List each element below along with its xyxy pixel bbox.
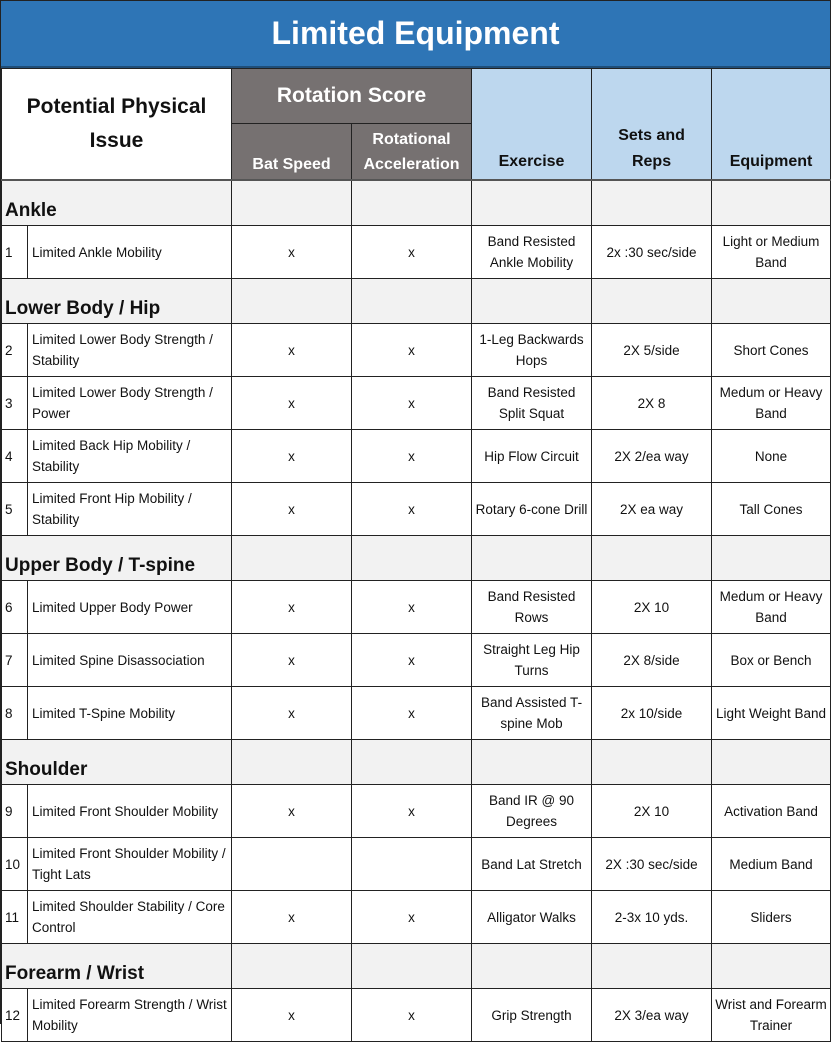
empty-cell — [592, 279, 712, 324]
table-row — [2, 377, 831, 430]
rotational-acceleration-cell: x — [352, 634, 472, 687]
exercise-cell: Band Resisted Split Squat — [472, 377, 592, 430]
equipment-cell: Tall Cones — [712, 483, 831, 536]
empty-cell — [352, 536, 472, 581]
empty-cell — [592, 536, 712, 581]
rotational-acceleration-cell — [352, 838, 472, 891]
equipment-cell: None — [712, 430, 831, 483]
issue-cell: Limited Front Shoulder Mobility / Tight Lats — [28, 838, 232, 891]
exercise-cell: Band Resisted Ankle Mobility — [472, 226, 592, 279]
bat-speed-cell: x — [232, 581, 352, 634]
bat-speed-cell: x — [232, 891, 352, 944]
empty-cell — [472, 536, 592, 581]
bat-speed-cell: x — [232, 430, 352, 483]
rotational-acceleration-cell: x — [352, 377, 472, 430]
section-header-row — [2, 944, 831, 989]
issue-cell: Limited Forearm Strength / Wrist Mobility — [28, 989, 232, 1042]
row-number: 6 — [2, 581, 28, 634]
row-number: 8 — [2, 687, 28, 740]
equipment-cell: Activation Band — [712, 785, 831, 838]
issue-cell: Limited Shoulder Stability / Core Control — [28, 891, 232, 944]
empty-cell — [712, 944, 831, 989]
empty-cell — [232, 740, 352, 785]
table-row — [2, 324, 831, 377]
issue-cell: Limited Upper Body Power — [28, 581, 232, 634]
section-label: Ankle — [2, 180, 232, 226]
exercise-cell: Band Assisted T-spine Mob — [472, 687, 592, 740]
exercise-cell: Grip Strength — [472, 989, 592, 1042]
header-sets-reps: Sets and Reps — [592, 69, 712, 181]
equipment-cell: Light Weight Band — [712, 687, 831, 740]
header-exercise: Exercise — [472, 69, 592, 181]
issue-cell: Limited Back Hip Mobility / Stability — [28, 430, 232, 483]
section-label: Forearm / Wrist — [2, 944, 232, 989]
sets-reps-cell: 2X 2/ea way — [592, 430, 712, 483]
equipment-cell: Wrist and Forearm Trainer — [712, 989, 831, 1042]
rotational-acceleration-cell: x — [352, 324, 472, 377]
section-label: Shoulder — [2, 740, 232, 785]
bat-speed-cell: x — [232, 483, 352, 536]
empty-cell — [232, 536, 352, 581]
row-number: 1 — [2, 226, 28, 279]
empty-cell — [472, 180, 592, 226]
exercise-cell: Band Lat Stretch — [472, 838, 592, 891]
empty-cell — [232, 279, 352, 324]
equipment-cell: Medum or Heavy Band — [712, 377, 831, 430]
sets-reps-cell: 2X 3/ea way — [592, 989, 712, 1042]
table-row — [2, 838, 831, 891]
rotational-acceleration-cell: x — [352, 581, 472, 634]
empty-cell — [352, 944, 472, 989]
table-row — [2, 581, 831, 634]
empty-cell — [472, 944, 592, 989]
section-header-row — [2, 180, 831, 226]
header-rotational-acceleration: Rotational Acceleration — [352, 124, 472, 181]
rotational-acceleration-cell: x — [352, 430, 472, 483]
equipment-cell: Short Cones — [712, 324, 831, 377]
exercise-table — [1, 68, 831, 1042]
issue-cell: Limited T-Spine Mobility — [28, 687, 232, 740]
rotational-acceleration-cell: x — [352, 989, 472, 1042]
row-number: 3 — [2, 377, 28, 430]
issue-cell: Limited Ankle Mobility — [28, 226, 232, 279]
issue-cell: Limited Front Hip Mobility / Stability — [28, 483, 232, 536]
row-number: 4 — [2, 430, 28, 483]
row-number: 7 — [2, 634, 28, 687]
empty-cell — [352, 740, 472, 785]
sets-reps-cell: 2X 8 — [592, 377, 712, 430]
equipment-cell: Box or Bench — [712, 634, 831, 687]
empty-cell — [712, 740, 831, 785]
sets-reps-cell: 2X 10 — [592, 785, 712, 838]
section-label: Lower Body / Hip — [2, 279, 232, 324]
issue-cell: Limited Lower Body Strength / Power — [28, 377, 232, 430]
bat-speed-cell: x — [232, 989, 352, 1042]
section-header-row — [2, 536, 831, 581]
sets-reps-cell: 2X ea way — [592, 483, 712, 536]
table-row — [2, 634, 831, 687]
empty-cell — [472, 740, 592, 785]
rotational-acceleration-cell: x — [352, 483, 472, 536]
bat-speed-cell: x — [232, 785, 352, 838]
row-number: 12 — [2, 989, 28, 1042]
bat-speed-cell: x — [232, 377, 352, 430]
table-row — [2, 226, 831, 279]
exercise-cell: Band Resisted Rows — [472, 581, 592, 634]
sets-reps-cell: 2X 8/side — [592, 634, 712, 687]
exercise-cell: Band IR @ 90 Degrees — [472, 785, 592, 838]
sets-reps-cell: 2x :30 sec/side — [592, 226, 712, 279]
rotational-acceleration-cell: x — [352, 226, 472, 279]
issue-cell: Limited Lower Body Strength / Stability — [28, 324, 232, 377]
sets-reps-cell: 2-3x 10 yds. — [592, 891, 712, 944]
rotational-acceleration-cell: x — [352, 687, 472, 740]
empty-cell — [232, 180, 352, 226]
row-number: 5 — [2, 483, 28, 536]
empty-cell — [712, 536, 831, 581]
table-row — [2, 483, 831, 536]
bat-speed-cell: x — [232, 324, 352, 377]
exercise-cell: 1-Leg Backwards Hops — [472, 324, 592, 377]
header-potential-physical-issue: Potential Physical Issue — [2, 69, 232, 181]
row-number: 9 — [2, 785, 28, 838]
row-number: 10 — [2, 838, 28, 891]
equipment-cell: Medum or Heavy Band — [712, 581, 831, 634]
empty-cell — [592, 944, 712, 989]
sets-reps-cell: 2X 10 — [592, 581, 712, 634]
table-row — [2, 430, 831, 483]
table-row — [2, 785, 831, 838]
empty-cell — [712, 279, 831, 324]
exercise-cell: Rotary 6-cone Drill — [472, 483, 592, 536]
empty-cell — [592, 180, 712, 226]
row-number: 11 — [2, 891, 28, 944]
empty-cell — [592, 740, 712, 785]
section-label: Upper Body / T-spine — [2, 536, 232, 581]
bat-speed-cell: x — [232, 226, 352, 279]
sheet-title: Limited Equipment — [1, 1, 830, 68]
equipment-cell: Sliders — [712, 891, 831, 944]
empty-cell — [232, 944, 352, 989]
rotational-acceleration-cell: x — [352, 891, 472, 944]
exercise-cell: Alligator Walks — [472, 891, 592, 944]
section-header-row — [2, 279, 831, 324]
bat-speed-cell — [232, 838, 352, 891]
bat-speed-cell: x — [232, 687, 352, 740]
bat-speed-cell: x — [232, 634, 352, 687]
exercise-cell: Hip Flow Circuit — [472, 430, 592, 483]
issue-cell: Limited Front Shoulder Mobility — [28, 785, 232, 838]
sets-reps-cell: 2x 10/side — [592, 687, 712, 740]
table-row — [2, 687, 831, 740]
issue-cell: Limited Spine Disassociation — [28, 634, 232, 687]
section-header-row — [2, 740, 831, 785]
row-number: 2 — [2, 324, 28, 377]
empty-cell — [352, 180, 472, 226]
empty-cell — [472, 279, 592, 324]
sets-reps-cell: 2X :30 sec/side — [592, 838, 712, 891]
header-bat-speed: Bat Speed — [232, 124, 352, 181]
equipment-cell: Light or Medium Band — [712, 226, 831, 279]
sets-reps-cell: 2X 5/side — [592, 324, 712, 377]
table-row — [2, 989, 831, 1042]
rotational-acceleration-cell: x — [352, 785, 472, 838]
header-equipment: Equipment — [712, 69, 831, 181]
header-rotation-score: Rotation Score — [232, 69, 472, 124]
empty-cell — [712, 180, 831, 226]
table-row — [2, 891, 831, 944]
equipment-cell: Medium Band — [712, 838, 831, 891]
empty-cell — [352, 279, 472, 324]
exercise-cell: Straight Leg Hip Turns — [472, 634, 592, 687]
